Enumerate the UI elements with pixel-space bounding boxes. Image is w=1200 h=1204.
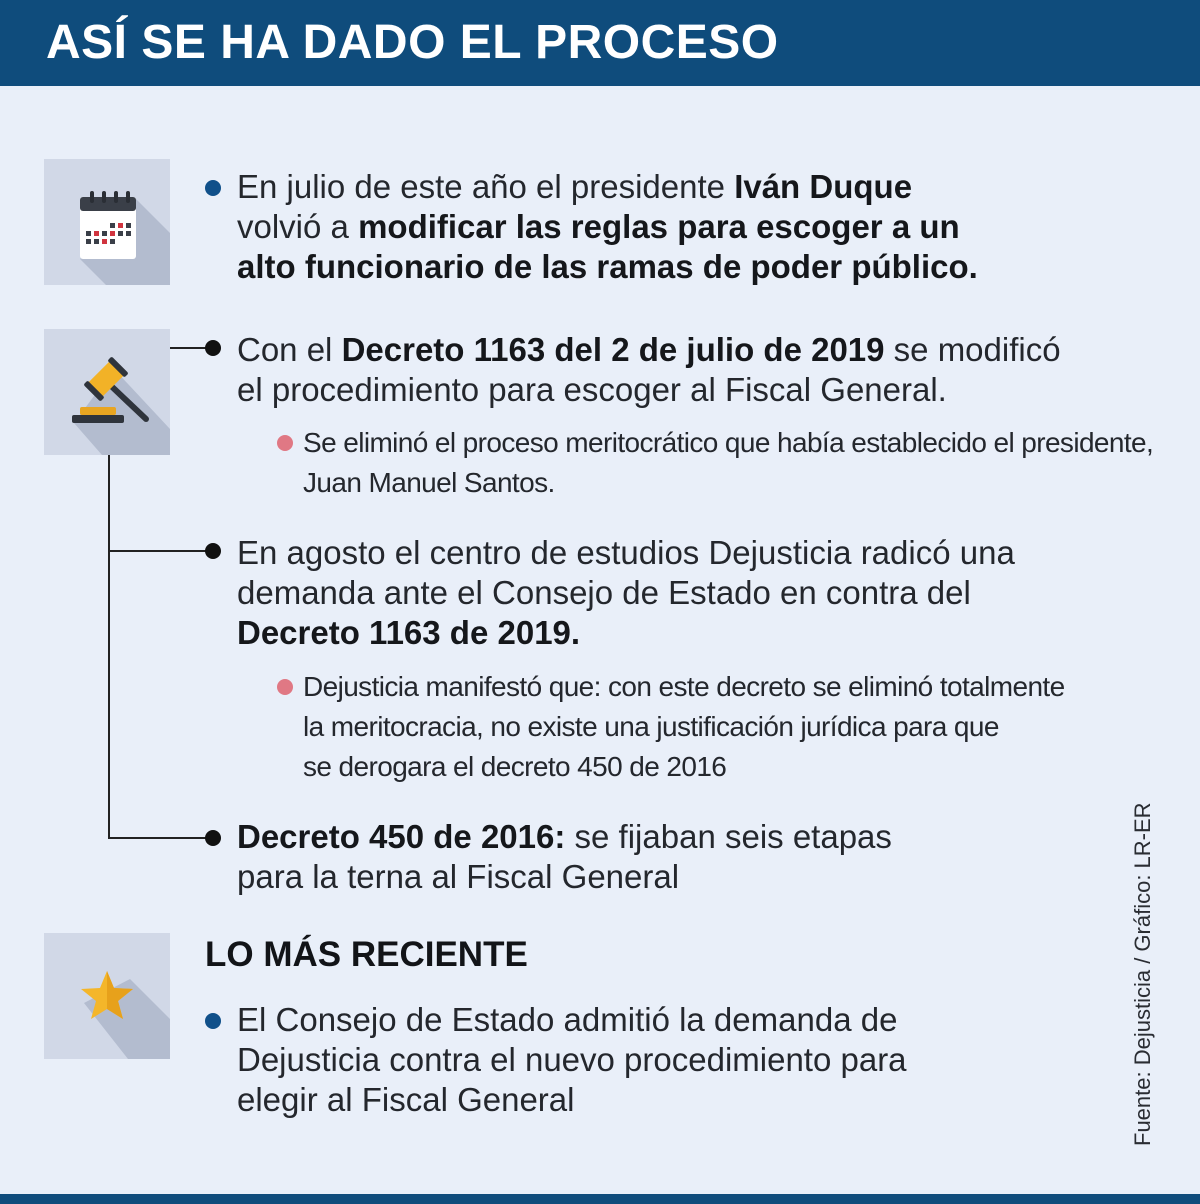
- bullet-black: [205, 830, 221, 846]
- bullet-black: [205, 543, 221, 559]
- item-recent: El Consejo de Estado admitió la demanda de Dejusticia contra el nuevo procedimiento para elegir al Fiscal General: [237, 1001, 907, 1118]
- item-duque: En julio de este año el presidente Iván Duque volvió a modificar las reglas para escoger a un alto funcionario de las ramas de poder público.: [237, 168, 978, 285]
- source-credit: Fuente: Dejusticia / Gráfico: LR-ER: [1130, 802, 1155, 1146]
- item-demanda: En agosto el centro de estudios Dejusticia radicó una demanda ante el Consejo de Estado en contra del Decreto 1163 de 2019.: [237, 534, 1015, 651]
- page-title: ASÍ SE HA DADO EL PROCESO: [46, 16, 779, 69]
- bottom-bar: [0, 1194, 1200, 1204]
- bullet-pink: [277, 435, 293, 451]
- bullet-blue: [205, 180, 221, 196]
- sub-dejusticia: Dejusticia manifestó que: con este decreto se eliminó totalmente la meritocracia, no existe una justificación jurídica para que se derogara el decreto 450 de 2016: [303, 671, 1065, 782]
- sub-meritocratico: Se eliminó el proceso meritocrático que había establecido el presidente, Juan Manuel Santos.: [303, 427, 1154, 498]
- star-icon-box: [44, 933, 170, 1059]
- bullet-black: [205, 340, 221, 356]
- item-decreto-450: Decreto 450 de 2016: se fijaban seis etapas para la terna al Fiscal General: [237, 818, 892, 895]
- gavel-icon-box: [44, 329, 170, 455]
- connector-mid: [108, 550, 212, 552]
- star-icon: [44, 933, 170, 1059]
- connector-bottom: [108, 837, 212, 839]
- header-bar: [0, 0, 1200, 86]
- calendar-icon-box: [44, 159, 170, 285]
- item-decreto-1163: Con el Decreto 1163 del 2 de julio de 2019 se modificó el procedimiento para escoger al Fiscal General.: [237, 331, 1061, 408]
- gavel-icon: [44, 329, 170, 455]
- connector-vertical: [108, 455, 110, 839]
- bullet-blue: [205, 1013, 221, 1029]
- section-title-recent: LO MÁS RECIENTE: [205, 935, 528, 974]
- bullet-pink: [277, 679, 293, 695]
- calendar-icon: [44, 159, 170, 285]
